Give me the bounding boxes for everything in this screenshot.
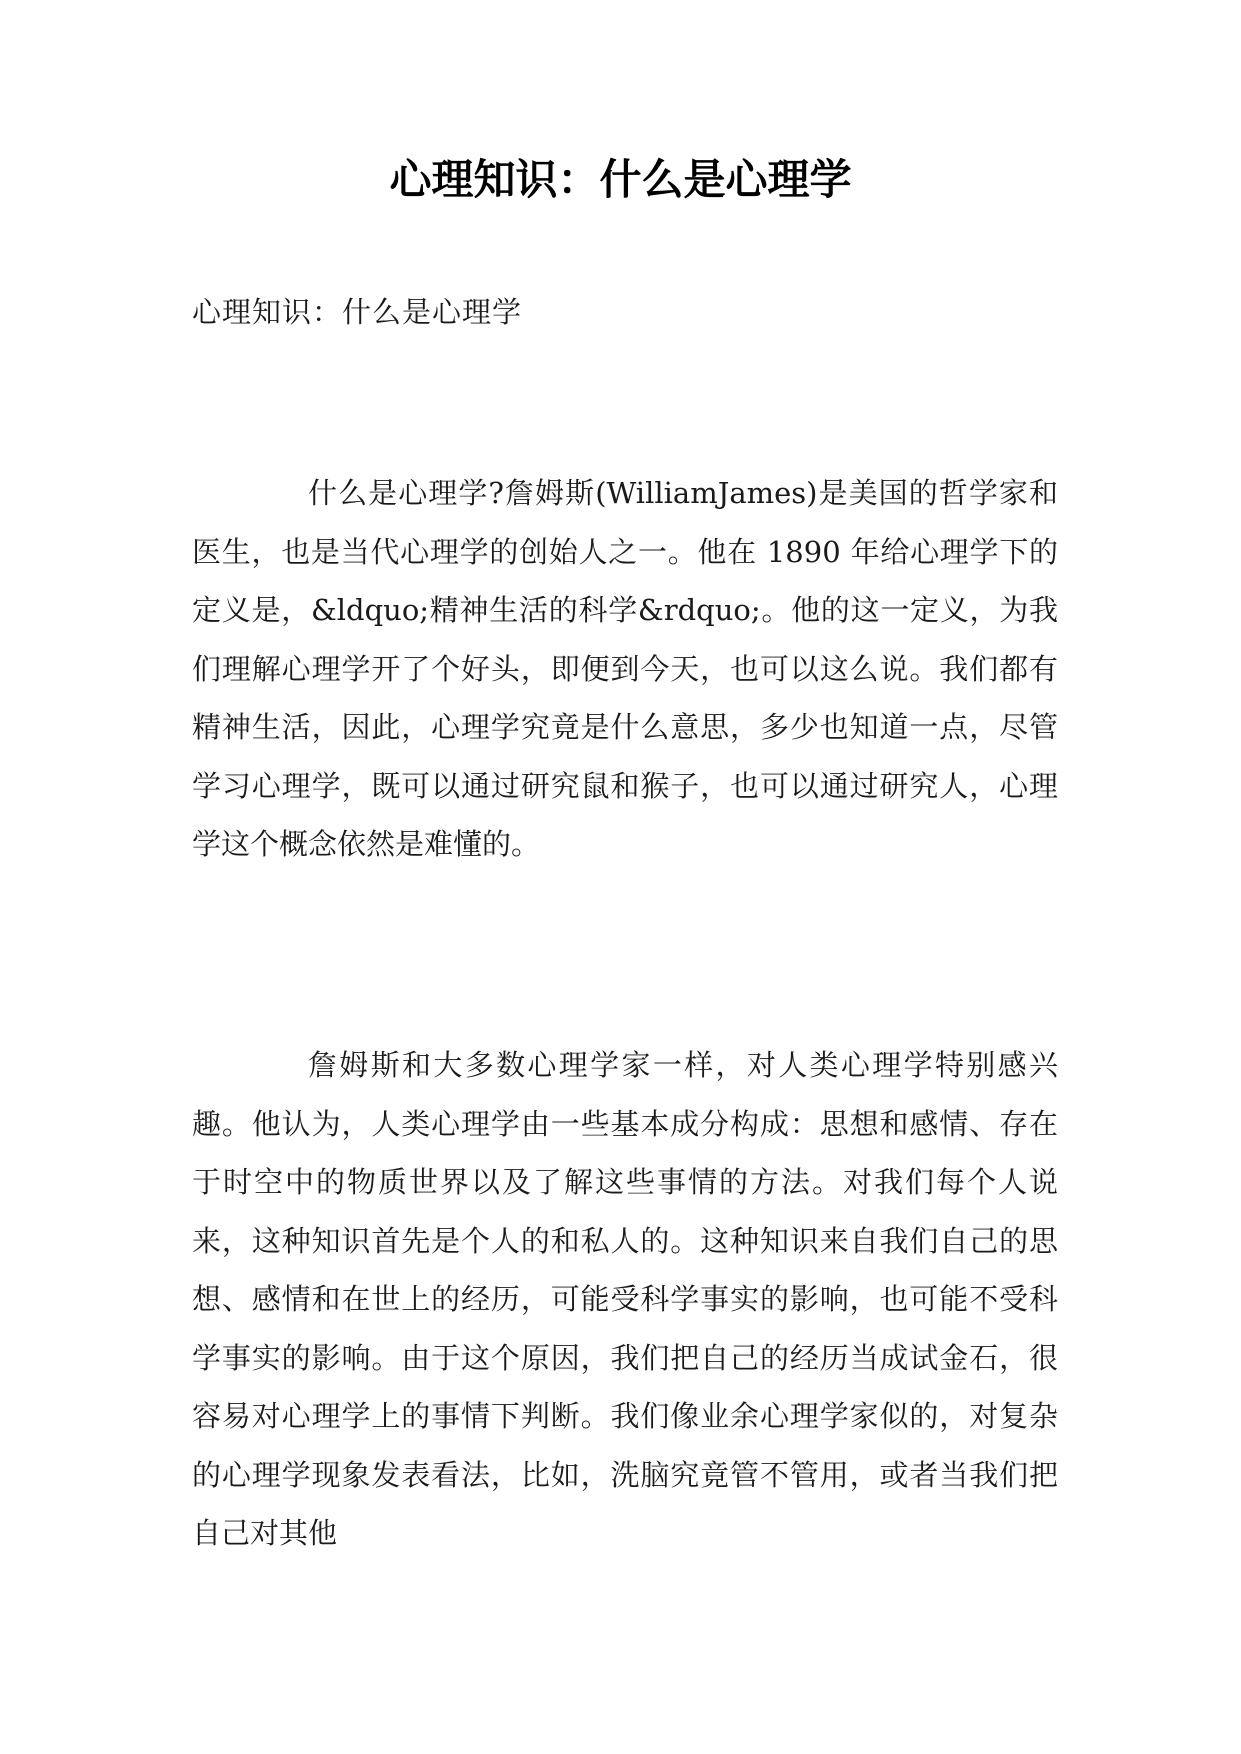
document-subtitle: 心理知识：什么是心理学 — [192, 295, 523, 329]
document-title: 心理知识：什么是心理学 — [389, 155, 852, 204]
body-paragraph-1: 什么是心理学?詹姆斯(WilliamJames)是美国的哲学家和医生，也是当代心理学的创始人之一。他在 1890 年给心理学下的定义是，&ldquo;精神生活的科学&rdquo;。他的这一定义，为我们理解心理学开了个好头，即便到今天，也可以这么说。我们都有精神生活，因此，心理学究竟是什么意思，多少也知道一点，尽管学习心理学，既可以通过研究鼠和猴子，也可以通过研究人，心理学这个概念依然是难懂的。 — [192, 476, 1058, 861]
body-paragraph-2: 詹姆斯和大多数心理学家一样，对人类心理学特别感兴趣。他认为，人类心理学由一些基本成分构成：思想和感情、存在于时空中的物质世界以及了解这些事情的方法。对我们每个人说来，这种知识首先是个人的和私人的。这种知识来自我们自己的思想、感情和在世上的经历，可能受科学事实的影响，也可能不受科学事实的影响。由于这个原因，我们把自己的经历当成试金石，很容易对心理学上的事情下判断。我们像业余心理学家似的，对复杂的心理学现象发表看法，比如，洗脑究竟管不管用，或者当我们把自己对其他 — [192, 1048, 1058, 1550]
